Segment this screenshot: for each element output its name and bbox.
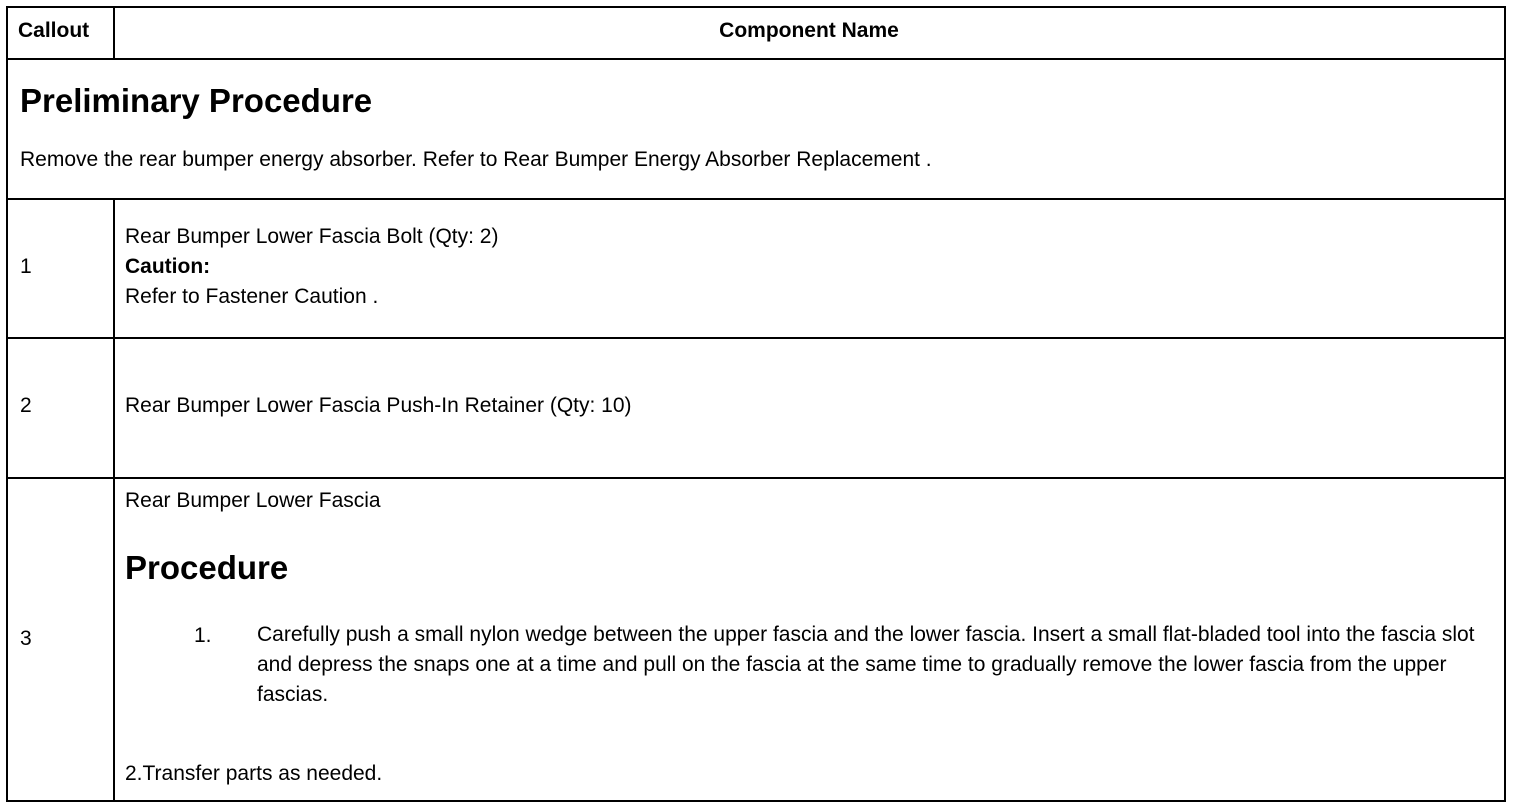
header-divider	[8, 58, 1504, 60]
callout-number: 3	[20, 627, 32, 650]
header-component-name: Component Name	[719, 19, 899, 42]
callout-number: 2	[20, 394, 32, 417]
body-column-divider	[113, 198, 115, 800]
component-table	[6, 6, 1506, 802]
procedure-heading: Procedure	[125, 549, 289, 586]
caution-label: Caution:	[125, 255, 211, 278]
step-number: 1.	[194, 624, 212, 647]
preliminary-divider	[8, 198, 1504, 200]
row-2-divider	[8, 477, 1504, 479]
preliminary-text: Remove the rear bumper energy absorber. Refer to Rear Bumper Energy Absorber Replacement .	[20, 148, 932, 171]
row-1-divider	[8, 337, 1504, 339]
component-name: Rear Bumper Lower Fascia Push-In Retainer (Qty: 10)	[125, 394, 632, 417]
caution-text: Refer to Fastener Caution .	[125, 285, 379, 308]
component-name: Rear Bumper Lower Fascia Bolt (Qty: 2)	[125, 225, 499, 248]
extra-step: 2.Transfer parts as needed.	[125, 762, 383, 785]
component-name: Rear Bumper Lower Fascia	[125, 489, 381, 512]
header-callout: Callout	[18, 19, 90, 42]
preliminary-heading: Preliminary Procedure	[20, 82, 373, 119]
step-text: Carefully push a small nylon wedge between the upper fascia and the lower fascia. Insert a small flat-bladed tool into the fascia slot and depress the snaps one at a time and pull on the fascia at the same time to gradually remove the lower fascia from the upper fascias.	[257, 623, 1475, 706]
callout-number: 1	[20, 255, 32, 278]
